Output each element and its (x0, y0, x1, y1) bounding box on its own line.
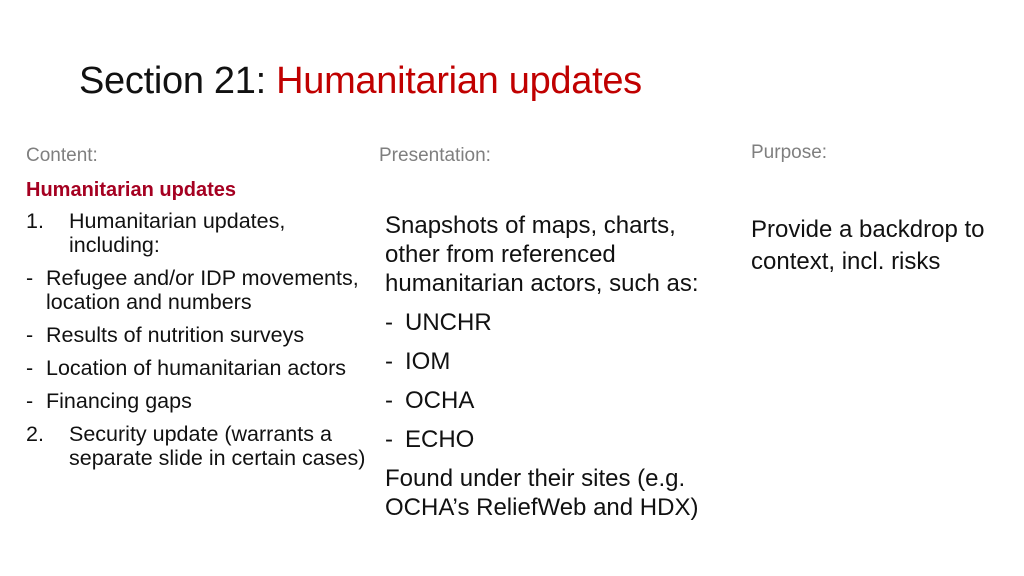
list-item-text: Refugee and/or IDP movements, location and numbers (46, 266, 359, 314)
presentation-intro: Snapshots of maps, charts, other from referenced humanitarian actors, such as: (385, 212, 699, 297)
actor-name: ECHO (405, 426, 475, 453)
content-subheading: Humanitarian updates (26, 179, 237, 201)
list-item-text: Humanitarian updates, including: (69, 209, 286, 257)
list-marker: - (26, 266, 34, 290)
content-list-item (26, 422, 366, 470)
content-list-item (26, 389, 366, 413)
content-list-item (26, 266, 366, 314)
actor-name: IOM (405, 348, 451, 375)
actor-name: OCHA (405, 387, 475, 414)
list-marker: - (385, 387, 393, 414)
purpose-column-label: Purpose: (751, 142, 828, 163)
list-marker: - (385, 348, 393, 375)
actor-item (385, 425, 735, 454)
list-item-text: Location of humanitarian actors (46, 356, 346, 380)
presentation-body (385, 211, 735, 522)
list-marker: - (26, 356, 34, 380)
list-marker: - (385, 309, 393, 336)
content-list-item (26, 209, 366, 257)
list-item-text: Results of nutrition surveys (46, 323, 305, 347)
presentation-footer: Found under their sites (e.g. OCHA’s ReliefWeb and HDX) (385, 465, 699, 521)
presentation-column-label: Presentation: (379, 145, 491, 166)
list-marker: - (26, 389, 34, 413)
actor-item (385, 386, 735, 415)
content-list (26, 209, 366, 479)
list-marker: - (26, 323, 34, 347)
slide-title (79, 60, 642, 103)
list-marker: 1. (26, 209, 44, 233)
list-marker: - (385, 426, 393, 453)
list-item-text: Security update (warrants a separate slide in certain cases) (69, 422, 366, 470)
actor-name: UNCHR (405, 309, 492, 336)
content-list-item (26, 356, 366, 380)
content-list-item (26, 323, 366, 347)
actor-item (385, 308, 735, 337)
actor-item (385, 347, 735, 376)
list-item-text: Financing gaps (46, 389, 192, 413)
content-column-label: Content: (26, 145, 98, 166)
slide-title-accent: Humanitarian updates (276, 60, 642, 102)
list-marker: 2. (26, 422, 44, 446)
slide-title-prefix: Section 21: (79, 60, 277, 102)
purpose-text: Provide a backdrop to context, incl. risks (751, 216, 985, 275)
